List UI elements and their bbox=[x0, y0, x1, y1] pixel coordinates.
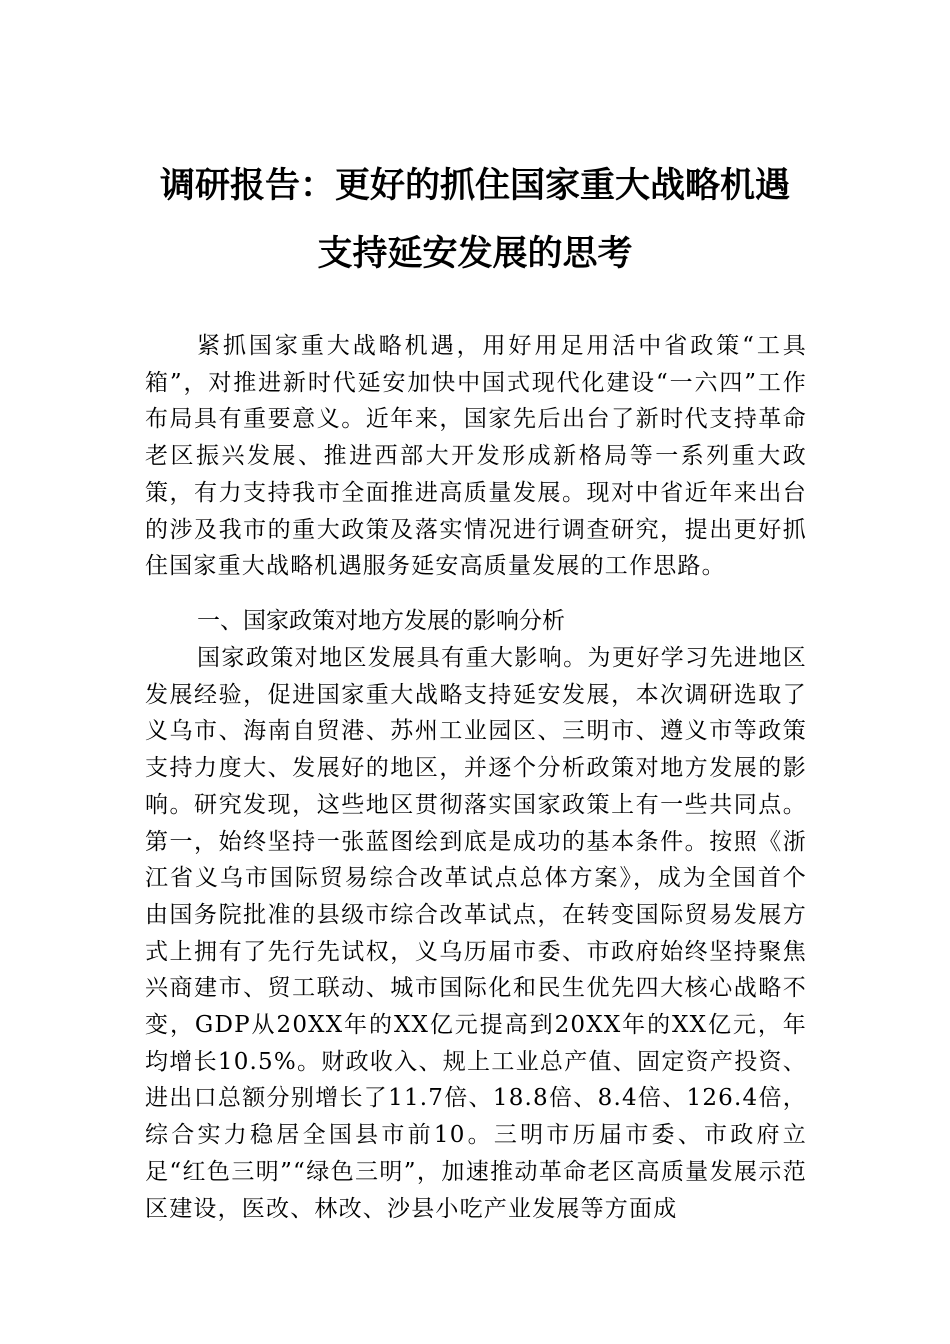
intro-paragraph: 紧抓国家重大战略机遇，用好用足用活中省政策“工具箱”，对推进新时代延安加快中国式现代化建设“一六四”工作布局具有重要意义。近年来，国家先后出台了新时代支持革命老区振兴发展、推进西部大开发形成新格局等一系列重大政策，有力支持我市全面推进高质量发展。现对中省近年来出台的涉及我市的重大政策及落实情况进行调查研究，提出更好抓住国家重大战略机遇服务延安高质量发展的工作思路。 bbox=[145, 333, 807, 580]
section-paragraph: 国家政策对地区发展具有重大影响。为更好学习先进地区发展经验，促进国家重大战略支持延安发展，本次调研选取了义乌市、海南自贸港、苏州工业园区、三明市、遵义市等政策支持力度大、发展好的地区，并逐个分析政策对地方发展的影响。研究发现，这些地区贯彻落实国家政策上有一些共同点。第一，始终坚持一张蓝图绘到底是成功的基本条件。按照《浙江省义乌市国际贸易综合改革试点总体方案》，成为全国首个由国务院批准的县级市综合改革试点，在转变国际贸易发展方式上拥有了先行先试权，义乌历届市委、市政府始终坚持聚焦兴商建市、贸工联动、城市国际化和民生优先四大核心战略不变，GDP从20XX年的XX亿元提高到20XX年的XX亿元，年均增长10.5%。财政收入、规上工业总产值、固定资产投资、进出口总额分别增长了11.7倍、18.8倍、8.4倍、126.4倍，综合实力稳居全国县市前10。三明市历届市委、市政府立足“红色三明”“绿色三明”，加速推动革命老区高质量发展示范区建设，医改、林改、沙县小吃产业发展等方面成 bbox=[145, 645, 807, 1222]
document-title-line-2: 支持延安发展的思考 bbox=[317, 233, 633, 274]
section-heading: 一、国家政策对地方发展的影响分析 bbox=[197, 608, 565, 634]
document-title-line-1: 调研报告：更好的抓住国家重大战略机遇 bbox=[159, 165, 790, 206]
